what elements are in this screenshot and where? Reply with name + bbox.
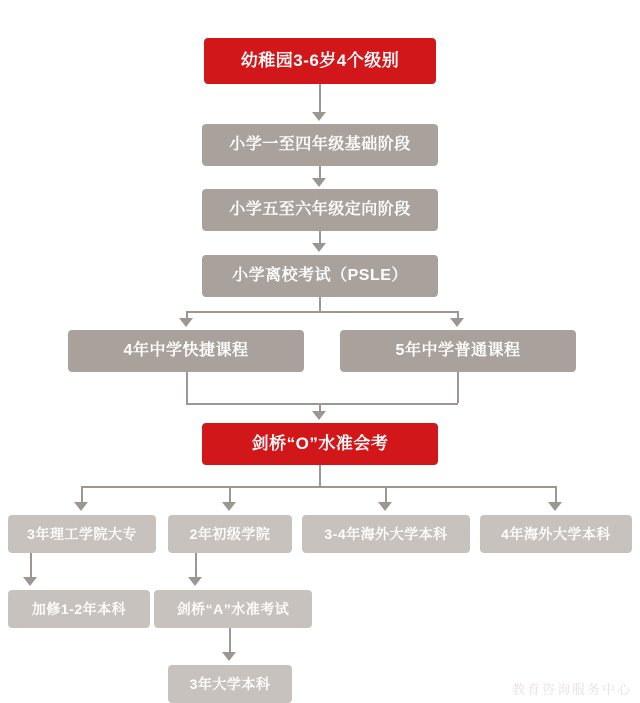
node-express-4-year-label: 4年中学快捷课程 [123,341,249,359]
connector-olevel-down [319,465,321,486]
connector-olevel-to-overseas34 [385,486,387,503]
node-university-3-year[interactable] [168,665,292,703]
node-university-3-year-label: 3年大学本科 [189,675,271,692]
arrow-psle-to-express4 [179,318,193,327]
arrow-merge-to-olevel [312,411,326,420]
node-normal-5-year-label: 5年中学普通课程 [395,341,521,359]
connector-poly3-to-extra12 [30,553,32,578]
node-junior-college-2-year[interactable] [168,515,292,553]
node-junior-college-2-year-label: 2年初级学院 [189,525,271,542]
connector-secondary-merge [186,403,458,405]
arrow-primary14-to-primary56 [312,178,326,187]
node-overseas-bachelor-4-year[interactable] [480,515,632,553]
node-primary-1-4[interactable] [202,124,438,166]
connector-psle-split [186,311,458,313]
node-overseas-bachelor-3-4-year-label: 3-4年海外大学本科 [324,525,448,542]
node-kindergarten-label: 幼稚园3-6岁4个级别 [240,51,400,71]
node-polytechnic-3-year-label: 3年理工学院大专 [27,525,137,542]
watermark: 教育咨询服务中心 [511,682,632,697]
node-a-level[interactable] [154,590,312,628]
connector-jc2-to-alevel [195,553,197,578]
arrow-poly3-to-extra12 [23,577,37,586]
connector-normal5-down [457,372,459,403]
node-o-level[interactable] [202,423,438,465]
arrow-kindergarten-to-primary14 [312,112,326,121]
node-express-4-year[interactable] [68,330,304,372]
node-overseas-bachelor-3-4-year[interactable] [302,515,470,553]
connector-olevel-to-jc2 [229,486,231,503]
arrow-primary56-to-psle [312,243,326,252]
arrow-olevel-to-overseas4 [548,502,562,511]
connector-alevel-to-degree3 [229,628,231,653]
connector-kindergarten-to-primary14 [319,84,321,114]
node-normal-5-year[interactable] [340,330,576,372]
connector-olevel-split [81,486,556,488]
arrow-psle-to-normal5 [450,318,464,327]
arrow-jc2-to-alevel [188,577,202,586]
node-primary-5-6-label: 小学五至六年级定向阶段 [229,200,411,218]
node-a-level-label: 剑桥“A”水准考试 [176,600,290,617]
node-extra-1-2-year-bachelor[interactable] [8,590,150,628]
connector-olevel-to-overseas4 [555,486,557,503]
node-extra-1-2-year-bachelor-label: 加修1-2年本科 [31,600,127,617]
node-kindergarten[interactable] [204,38,436,84]
node-psle-label: 小学离校考试（PSLE） [232,266,408,284]
connector-olevel-to-poly3 [81,486,83,503]
connector-psle-down [319,297,321,311]
arrow-olevel-to-poly3 [74,502,88,511]
connector-express4-down [186,372,188,403]
node-primary-5-6[interactable] [202,189,438,231]
arrow-olevel-to-jc2 [222,502,236,511]
node-o-level-label: 剑桥“O”水准会考 [251,434,389,454]
arrow-alevel-to-degree3 [222,652,236,661]
node-overseas-bachelor-4-year-label: 4年海外大学本科 [501,525,611,542]
node-polytechnic-3-year[interactable] [8,515,156,553]
node-primary-1-4-label: 小学一至四年级基础阶段 [229,135,411,153]
node-psle[interactable] [202,255,438,297]
arrow-olevel-to-overseas34 [378,502,392,511]
